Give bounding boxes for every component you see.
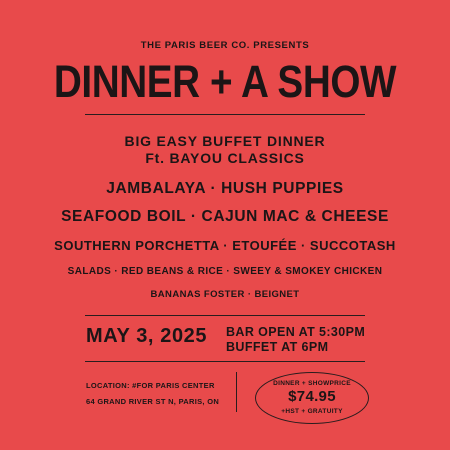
event-times <box>226 325 371 355</box>
bar-open-time: BAR OPEN AT 5:30PM <box>226 325 366 339</box>
menu-line: BANANAS FOSTER · BEIGNET <box>150 289 300 300</box>
presenter-line: THE PARIS BEER CO. PRESENTS <box>140 40 310 51</box>
menu-line: SOUTHERN PORCHETTA · ETOUFÉE · SUCCOTASH <box>54 238 396 253</box>
headline: DINNER + A SHOW <box>53 56 397 107</box>
divider-rule-top <box>85 114 365 115</box>
price-label: DINNER + SHOWPRICE <box>273 380 351 387</box>
vertical-divider <box>236 372 237 412</box>
menu-line: JAMBALAYA · HUSH PUPPIES <box>106 180 344 197</box>
price-note: +HST + GRATUITY <box>281 408 343 415</box>
price-badge <box>255 372 369 424</box>
location-address: 64 GRAND RIVER ST N, PARIS, ON <box>86 397 220 406</box>
location-venue: LOCATION: #FOR PARIS CENTER <box>86 381 215 390</box>
divider-rule-middle <box>85 315 365 316</box>
event-date: MAY 3, 2025 <box>86 325 208 347</box>
buffet-time: BUFFET AT 6PM <box>226 340 329 354</box>
buffet-subtitle: Ft. BAYOU CLASSICS <box>145 150 305 166</box>
price-amount: $74.95 <box>288 388 336 405</box>
buffet-title: BIG EASY BUFFET DINNER <box>124 133 326 149</box>
menu-line: SEAFOOD BOIL · CAJUN MAC & CHEESE <box>61 208 389 225</box>
divider-rule-bottom <box>85 361 365 362</box>
menu-line: SALADS · RED BEANS & RICE · SWEEY & SMOKEY CHICKEN <box>67 266 383 277</box>
location-block <box>86 378 219 410</box>
